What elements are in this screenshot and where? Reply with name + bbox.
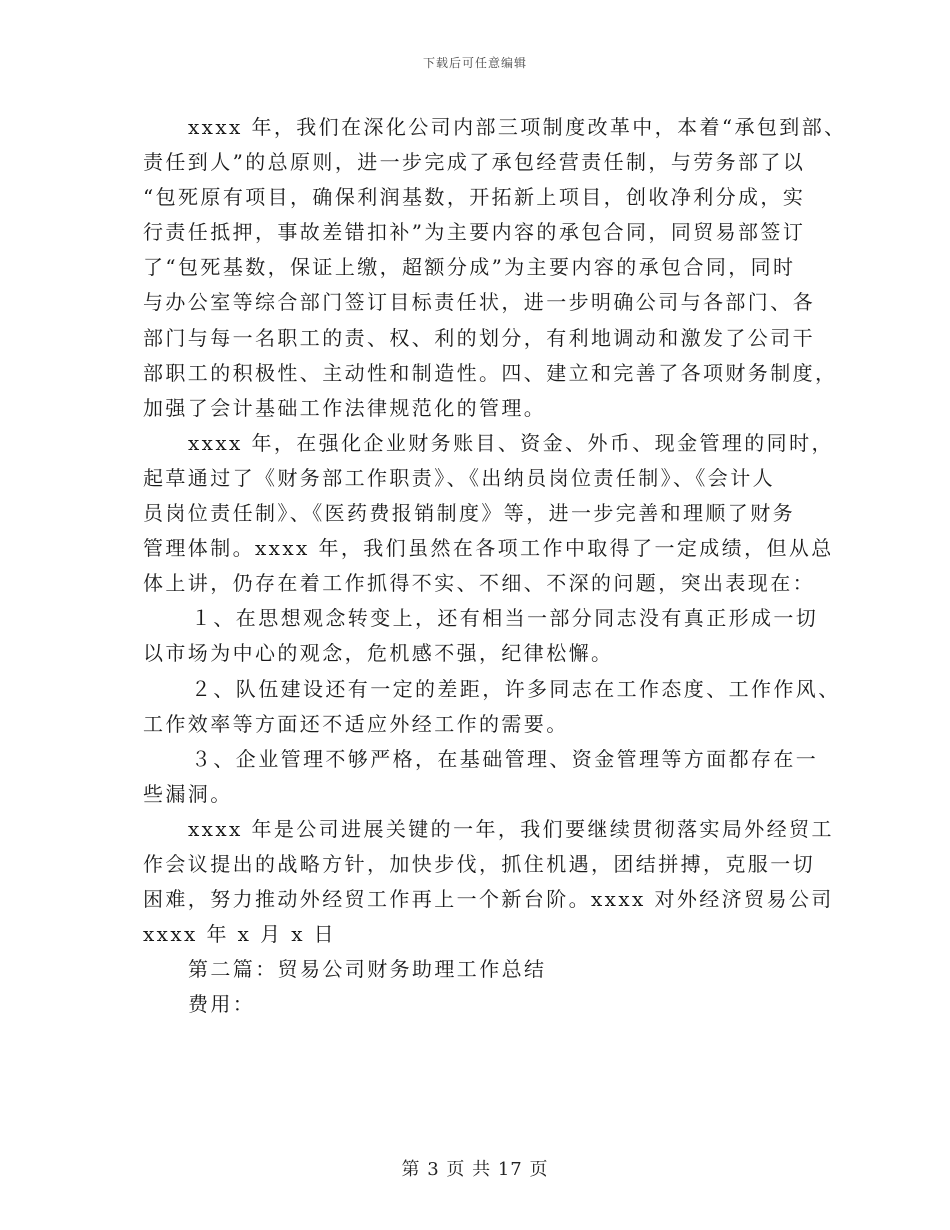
paragraph (143, 987, 803, 1022)
page-footer: 第 3 页 共 17 页 (401, 1159, 549, 1180)
text-line: 作会议提出的战略方针，加快步伐，抓住机遇，团结拼搏，克服一切 (143, 851, 815, 876)
text-line: 部职工的积极性、主动性和制造性。四、建立和完善了各项财务制度， (143, 360, 838, 385)
text-line: 加强了会计基础工作法律规范化的管理。 (143, 395, 547, 420)
paragraph (143, 110, 847, 426)
paragraph (143, 812, 834, 952)
text-line: 以市场为中心的观念，危机感不强，纪律松懈。 (143, 641, 614, 666)
text-line: xxxx 年是公司进展关键的一年，我们要继续贯彻落实局外经贸工 (188, 816, 834, 841)
text-line: 费用： (188, 992, 256, 1017)
text-line: 管理体制。xxxx 年，我们虽然在各项工作中取得了一定成绩，但从总 (143, 536, 834, 561)
document-body (143, 110, 847, 1022)
list-item (143, 742, 819, 812)
text-line: ２、队伍建设还有一定的差距，许多同志在工作态度、工作作风、 (191, 676, 841, 701)
text-line: 责任到人”的总原则，进一步完成了承包经营责任制，与劳务部了以 (143, 150, 806, 175)
paragraph (143, 426, 834, 601)
text-line: 工作效率等方面还不适应外经工作的需要。 (143, 711, 569, 736)
text-line: 些漏洞。 (143, 781, 233, 806)
text-line: 第二篇：贸易公司财务助理工作总结 (188, 957, 547, 982)
text-line: 了“包死基数，保证上缴，超额分成”为主要内容的承包合同，同时 (143, 255, 796, 280)
list-item (143, 672, 841, 742)
text-line: xxxx 年，我们在深化公司内部三项制度改革中，本着“承包到部、 (188, 115, 847, 139)
section-heading (143, 952, 803, 987)
list-item (143, 601, 819, 671)
text-line: 行责任抵押，事故差错扣补”为主要内容的承包合同，同贸易部签订 (143, 220, 806, 245)
text-line: １、在思想观念转变上，还有相当一部分同志没有真正形成一切 (191, 606, 819, 631)
text-line: 起草通过了《财务部工作职责》、《出纳员岗位责任制》、《会计人 (143, 465, 775, 490)
text-line: xxxx 年 x 月 x 日 (143, 922, 337, 947)
text-line: xxxx 年，在强化企业财务账目、资金、外币、现金管理的同时， (188, 430, 834, 455)
text-line: ３、企业管理不够严格，在基础管理、资金管理等方面都存在一 (191, 746, 819, 771)
page-header: 下载后可任意编辑 (422, 56, 527, 70)
text-line: 部门与每一名职工的责、权、利的划分，有利地调动和激发了公司干 (143, 325, 815, 350)
text-line: “包死原有项目，确保利润基数，开拓新上项目，创收净利分成，实 (143, 185, 806, 210)
text-line: 与办公室等综合部门签订目标责任状，进一步明确公司与各部门、各 (143, 290, 815, 315)
text-line: 员岗位责任制》、《医药费报销制度》等，进一步完善和理顺了财务 (143, 501, 795, 526)
text-line: 体上讲，仍存在着工作抓得不实、不细、不深的问题，突出表现在： (143, 571, 815, 596)
text-line: 困难，努力推动外经贸工作再上一个新台阶。xxxx 对外经济贸易公司 (143, 887, 834, 912)
